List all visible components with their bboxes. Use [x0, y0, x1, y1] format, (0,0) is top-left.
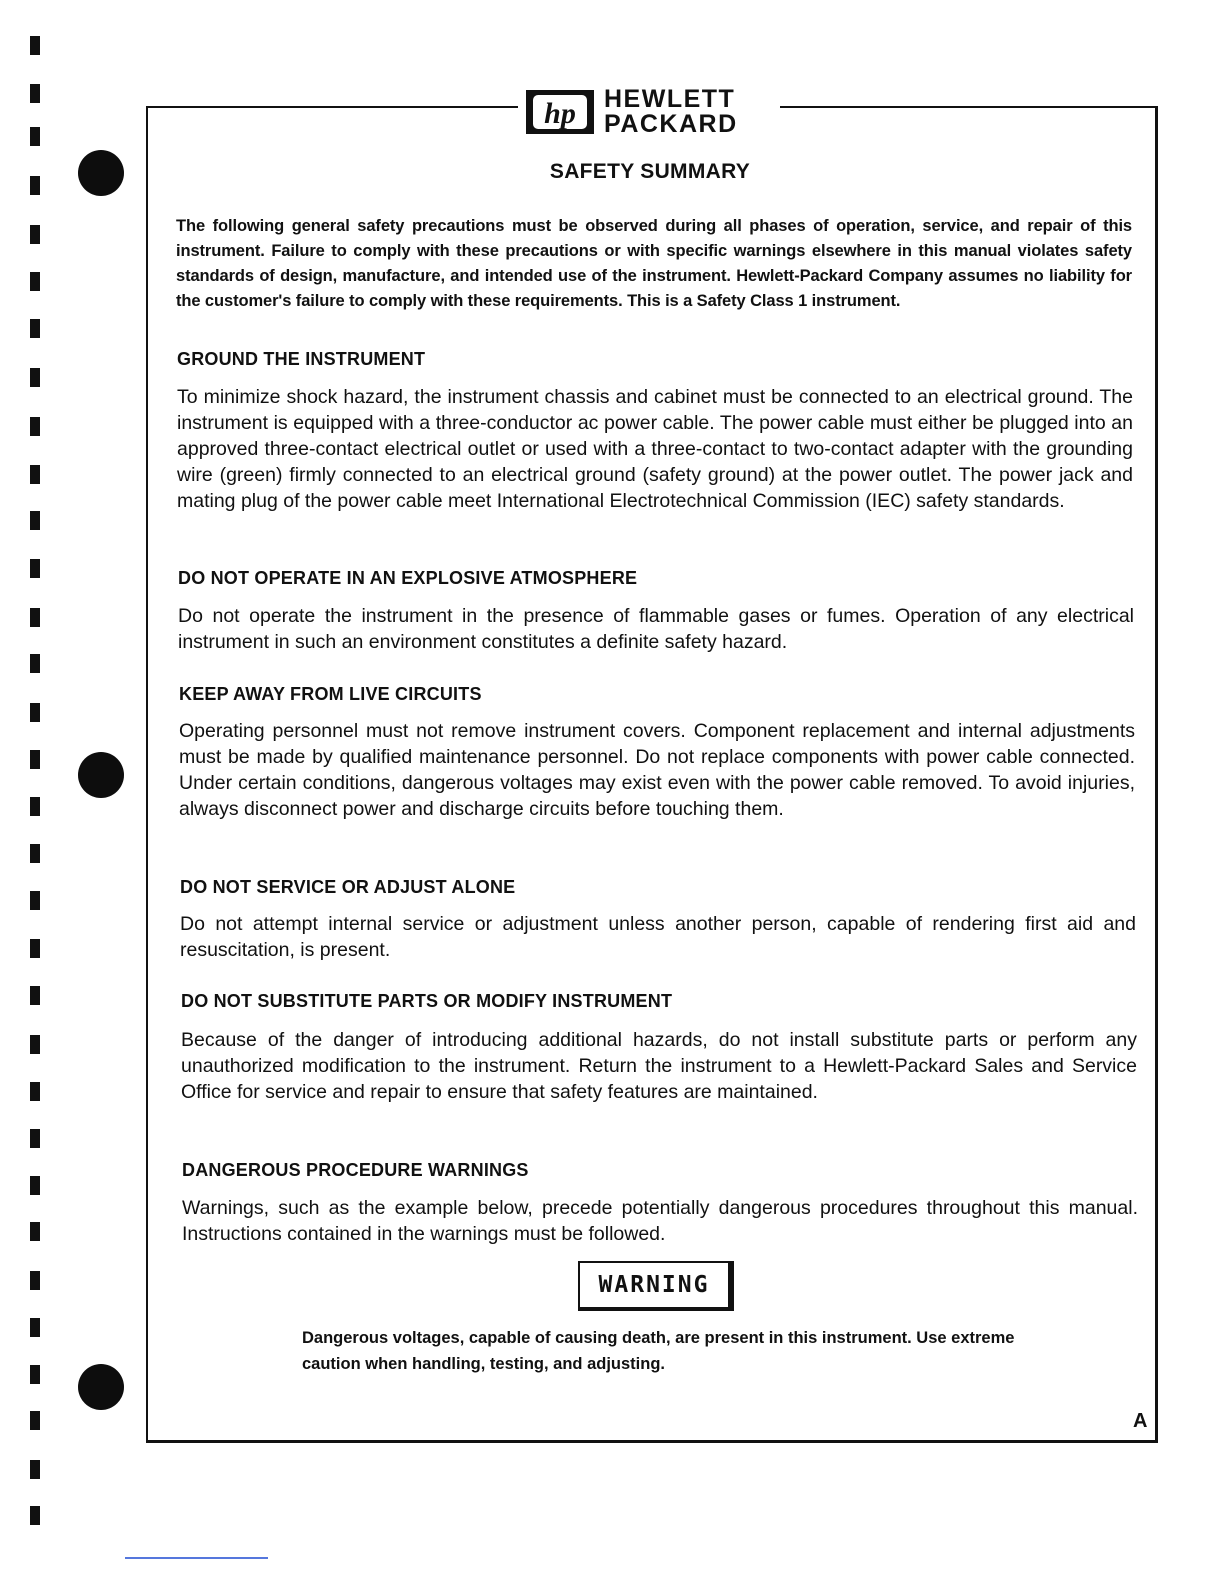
binding-mark: [30, 511, 40, 530]
binding-mark: [30, 319, 40, 338]
binding-mark: [30, 1129, 40, 1148]
binding-mark: [30, 608, 40, 627]
section-heading-substitute-parts: DO NOT SUBSTITUTE PARTS OR MODIFY INSTRUMENT: [181, 991, 673, 1011]
binding-mark: [30, 225, 40, 244]
binding-mark: [30, 939, 40, 958]
binding-mark: [30, 654, 40, 673]
binding-mark: [30, 844, 40, 863]
scan-artifact-line: [125, 1557, 268, 1559]
hp-logo-mark-text: hp: [544, 97, 576, 130]
hp-logo-mark-icon: [524, 87, 596, 137]
binding-mark: [30, 1271, 40, 1290]
logo-line-2: PACKARD: [604, 110, 738, 138]
intro-paragraph: The following general safety precautions must be observed during all phases of operation, service, and repair of this instrument. Failure to comply with these precautions or with specific warnings elsewhere in this manual violates safety standards of design, manufacture, and intended use of the instrument. Hewlett-Packard Company assumes no liability for the customer's failure to comply with these requirements. This is a Safety Class 1 instrument.: [176, 217, 1132, 310]
binding-mark: [30, 1460, 40, 1479]
punch-hole: [78, 1364, 124, 1410]
section-body-service-alone: Do not attempt internal service or adjustment unless another person, capable of rendering first aid and resuscitation, is present.: [180, 913, 1136, 961]
page-title: SAFETY SUMMARY: [549, 160, 751, 183]
punch-hole: [78, 150, 124, 196]
binding-mark: [30, 891, 40, 910]
binding-mark: [30, 559, 40, 578]
section-body-substitute-parts: Because of the danger of introducing additional hazards, do not install substitute parts or perform any unauthorized modification to the instrument. Return the instrument to a Hewlett-Packard Sales and Service Office for service and repair to ensure that safety features are maintained.: [181, 1029, 1137, 1103]
punch-hole: [78, 752, 124, 798]
binding-mark: [30, 986, 40, 1005]
warning-label: WARNING: [598, 1272, 710, 1298]
binding-mark: [30, 1082, 40, 1101]
binding-strip: [0, 0, 130, 1584]
binding-mark: [30, 127, 40, 146]
binding-mark: [30, 750, 40, 769]
binding-mark: [30, 1222, 40, 1241]
binding-mark: [30, 36, 40, 55]
binding-mark: [30, 797, 40, 816]
section-body-procedure-warnings: Warnings, such as the example below, precede potentially dangerous procedures throughout this manual. Instructions contained in the warnings must be followed.: [182, 1197, 1138, 1245]
section-heading-procedure-warnings: DANGEROUS PROCEDURE WARNINGS: [182, 1160, 529, 1180]
binding-mark: [30, 703, 40, 722]
binding-mark: [30, 1318, 40, 1337]
section-heading-live-circuits: KEEP AWAY FROM LIVE CIRCUITS: [179, 684, 482, 704]
binding-mark: [30, 1035, 40, 1054]
page-number: A: [1133, 1410, 1148, 1432]
binding-mark: [30, 465, 40, 484]
logo-line-1: HEWLETT: [604, 85, 736, 113]
binding-mark: [30, 84, 40, 103]
binding-mark: [30, 272, 40, 291]
binding-mark: [30, 1411, 40, 1430]
binding-mark: [30, 1365, 40, 1384]
section-body-live-circuits: Operating personnel must not remove instrument covers. Component replacement and internal adjustments must be made by qualified maintenance personnel. Do not replace components with power cable connected. Under certain conditions, dangerous voltages may exist even with the power cable removed. To avoid injuries, always disconnect power and discharge circuits before touching them.: [179, 720, 1135, 820]
binding-mark: [30, 368, 40, 387]
section-heading-ground: GROUND THE INSTRUMENT: [177, 349, 426, 369]
section-body-ground: To minimize shock hazard, the instrument chassis and cabinet must be connected to an electrical ground. The instrument is equipped with a three-conductor ac power cable. The power cable must either be plugged into an approved three-contact electrical outlet or used with a three-contact to two-contact adapter with the grounding wire (green) firmly connected to an electrical ground (safety ground) at the power outlet. The power jack and mating plug of the power cable meet International Electrotechnical Commission (IEC) safety standards.: [177, 386, 1133, 512]
section-heading-service-alone: DO NOT SERVICE OR ADJUST ALONE: [180, 877, 516, 897]
section-body-explosive: Do not operate the instrument in the presence of flammable gases or fumes. Operation of any electrical instrument in such an environment constitutes a definite safety hazard.: [178, 605, 1134, 653]
binding-mark: [30, 1506, 40, 1525]
binding-mark: [30, 417, 40, 436]
binding-mark: [30, 1176, 40, 1195]
hp-logo: [518, 84, 780, 140]
warning-text: Dangerous voltages, capable of causing death, are present in this instrument. Use extreme caution when handling, testing, and adjusting.: [302, 1329, 1015, 1373]
warning-label-box: [578, 1261, 734, 1311]
section-heading-explosive: DO NOT OPERATE IN AN EXPLOSIVE ATMOSPHERE: [178, 568, 638, 588]
binding-mark: [30, 176, 40, 195]
